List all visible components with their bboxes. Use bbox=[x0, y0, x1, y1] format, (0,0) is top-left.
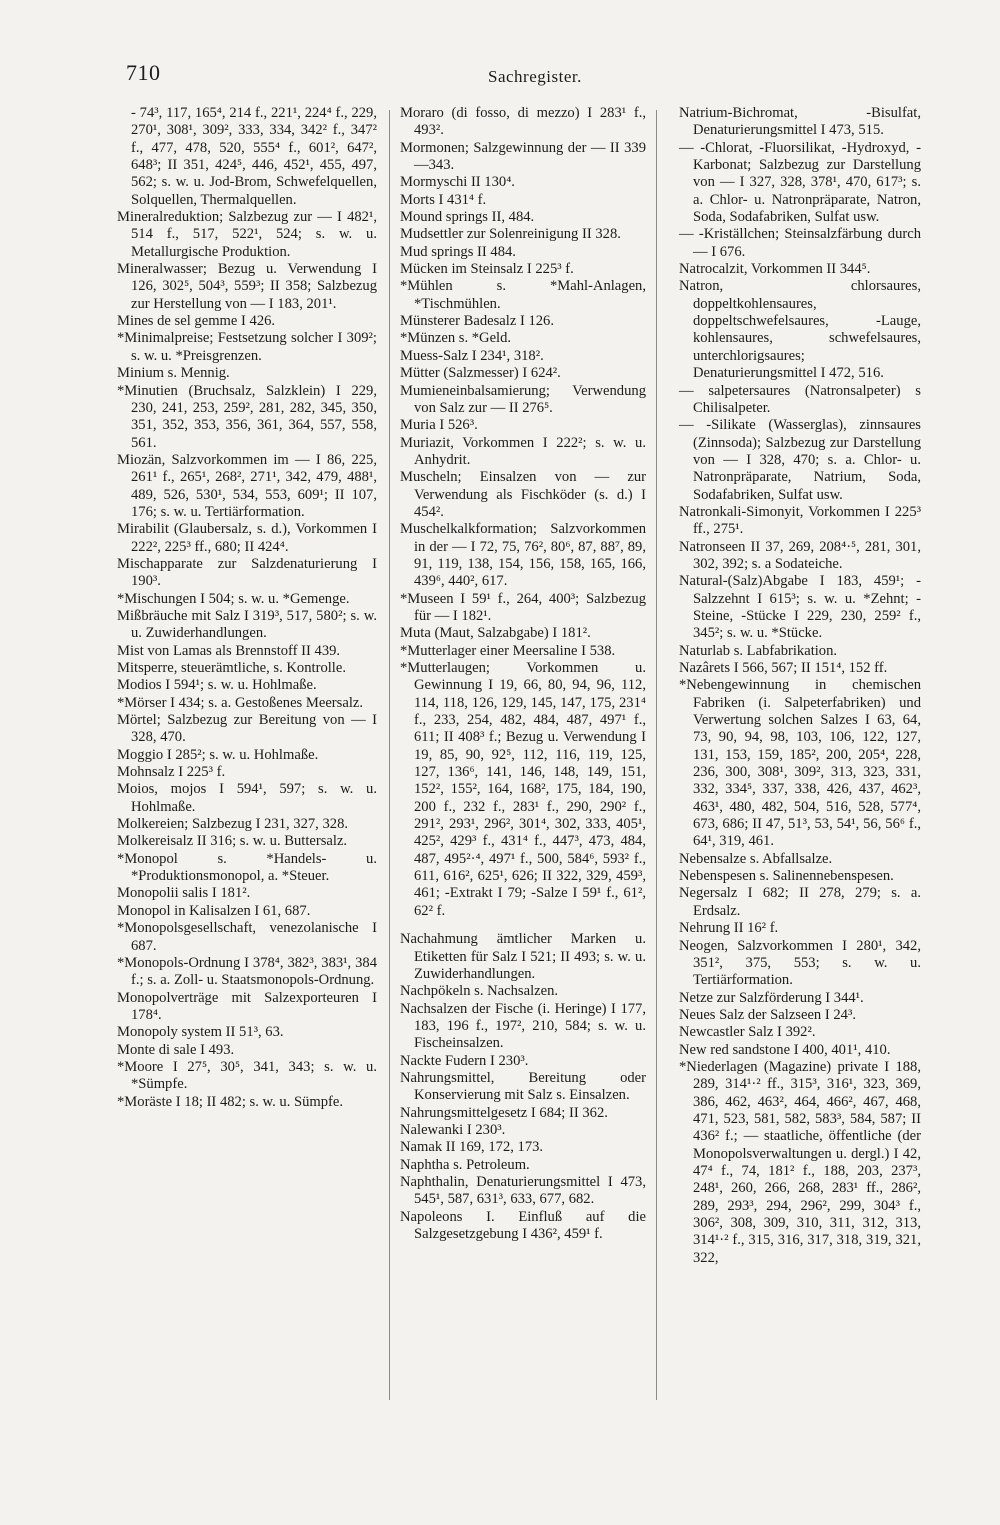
index-entry: Miozän, Salzvorkommen im — I 86, 225, 261¹ f., 265¹, 268², 271¹, 342, 479, 488¹, 489, 526, 530¹, 534, 553, 609¹; II 107, 176; s. w. u. Tertiärformation. bbox=[117, 451, 377, 520]
index-entry: Mischapparate zur Salzdenaturierung I 190³. bbox=[117, 555, 377, 590]
index-entry: Naphthalin, Denaturierungsmittel I 473, 545¹, 587, 631³, 633, 677, 682. bbox=[400, 1173, 646, 1208]
index-entry: — -Silikate (Wasserglas), zinnsaures (Zinnsoda); Salzbezug zur Darstellung von — I 328, 470; s. a. Chlor- u. Natronpräparate, Natrium, Soda, Sodafabriken, Sulfat usw. bbox=[679, 417, 921, 503]
index-entry: — -Chlorat, -Fluorsilikat, -Hydroxyd, -Karbonat; Salzbezug zur Darstellung von — I 327, 328, 378¹, 470, 617³; s. a. Chlor- u. Natronpräparate, Natron, Soda, Sodafabriken, Sulfat usw. bbox=[679, 139, 921, 226]
index-entry: Neues Salz der Salzseen I 24³. bbox=[679, 1006, 857, 1023]
index-entry: *Niederlagen (Magazine) private I 188, 289, 314¹·² ff., 315³, 316¹, 323, 369, 386, 462, 463², 464, 466², 467, 468, 471, 523, 581, 582, 583³, 584, 587; II 436² f.; — staatliche, öffentliche (der Monopolsverwaltungen u. dergl.) I 42, 47⁴ f., 74, 181² f., 188, 203, 237³, 248¹, 260, 266, 268, 283¹ ff., 286², 289, 293³, 294, 296², 299, 304³ f., 306², 308, 309, 310, 311, 312, 313, 314¹·² f., 315, 316, 317, 318, 319, 321, 322, bbox=[679, 1058, 921, 1266]
index-entry: Nachahmung ämtlicher Marken u. Etiketten für Salz I 521; II 493; s. w. u. Zuwiderhandlungen. bbox=[400, 931, 646, 982]
index-entry: Napoleons I. Einfluß auf die Salzgesetzgebung I 436², 459¹ f. bbox=[400, 1208, 646, 1242]
index-entry: Nahrungsmittel, Bereitung oder Konservierung mit Salz s. Einsalzen. bbox=[400, 1069, 646, 1104]
index-entry: Mineralwasser; Bezug u. Verwendung I 126, 302⁵, 504³, 559³; II 358; Salzbezug zur Herstellung von — I 183, 201¹. bbox=[117, 261, 377, 312]
index-entry: Nebenspesen s. Salinennebenspesen. bbox=[679, 868, 894, 885]
index-entry: Natural-(Salz)Abgabe I 183, 459¹; -Salzzehnt I 615³; s. w. u. *Zehnt; -Steine, -Stücke I 229, 230, 259² f., 345²; s. w. u. *Stücke. bbox=[679, 573, 921, 642]
index-entry: Nehrung II 16² f. bbox=[679, 920, 779, 937]
index-entry: - 74³, 117, 165⁴, 214 f., 221¹, 224⁴ f., 229, 270¹, 308¹, 309², 333, 334, 342² f., 347² f., 477, 478, 520, 555⁴ f., 601², 647², 648³; II 351, 424⁵, 446, 452¹, 455, 497, 562; s. w. u. Jod-Brom, Schwefelquellen, Solquellen, Thermalquellen. bbox=[131, 105, 377, 208]
index-entry: Mörtel; Salzbezug zur Bereitung von — I 328, 470. bbox=[117, 712, 377, 746]
column-divider bbox=[656, 110, 657, 1400]
index-entry: Muria I 526³. bbox=[400, 417, 478, 434]
index-entry: Nebensalze s. Abfallsalze. bbox=[679, 850, 833, 867]
index-entry: Monopolverträge mit Salzexporteuren I 178⁴. bbox=[117, 989, 377, 1023]
index-entry: *Mutterlager einer Meersaline I 538. bbox=[400, 642, 616, 659]
index-entry: Netze zur Salzförderung I 344¹. bbox=[679, 989, 864, 1006]
index-entry: Minium s. Mennig. bbox=[117, 365, 230, 382]
index-entry: Mines de sel gemme I 426. bbox=[117, 313, 276, 330]
index-column-1 bbox=[117, 105, 377, 1111]
index-entry: *Mischungen I 504; s. w. u. *Gemenge. bbox=[117, 590, 350, 607]
index-entry: Naphtha s. Petroleum. bbox=[400, 1156, 530, 1173]
index-entry: *Monopolsgesellschaft, venezolanische I 687. bbox=[117, 920, 377, 954]
index-entry: *Mühlen s. *Mahl-Anlagen, *Tischmühlen. bbox=[400, 278, 646, 312]
index-entry: Namak II 169, 172, 173. bbox=[400, 1139, 544, 1156]
index-entry: Mound springs II, 484. bbox=[400, 209, 535, 226]
index-entry: Moios, mojos I 594¹, 597; s. w. u. Hohlmaße. bbox=[117, 781, 377, 815]
index-column-2 bbox=[400, 105, 646, 1243]
index-entry: Molkereien; Salzbezug I 231, 327, 328. bbox=[117, 816, 349, 833]
index-entry: Morts I 431⁴ f. bbox=[400, 191, 487, 208]
index-entry: Mohnsalz I 225³ f. bbox=[117, 764, 226, 781]
index-entry: *Nebengewinnung in chemischen Fabriken (i. Salpeterfabriken) und Verwertung solchen Salzes I 63, 64, 73, 90, 94, 98, 103, 106, 122, 127, 131, 153, 159, 185², 200, 205⁴, 228, 236, 300, 308¹, 309², 313, 323, 331, 332, 334⁵, 337, 338, 426, 437, 462³, 463¹, 480, 482, 504, 516, 528, 577⁴, 673, 686; II 47, 51³, 53, 54¹, 56, 56⁶ f., 64¹, 319, 461. bbox=[679, 677, 921, 850]
index-entry: — salpetersaures (Natronsalpeter) s Chilisalpeter. bbox=[679, 382, 921, 416]
index-entry: New red sandstone I 400, 401¹, 410. bbox=[679, 1041, 891, 1058]
index-entry: Moraro (di fosso, di mezzo) I 283¹ f., 493². bbox=[400, 105, 646, 139]
index-entry: Mißbräuche mit Salz I 319³, 517, 580²; s. w. u. Zuwiderhandlungen. bbox=[117, 607, 377, 642]
index-entry: Naturlab s. Labfabrikation. bbox=[679, 642, 838, 659]
index-entry: Mormyschi II 130⁴. bbox=[400, 174, 515, 191]
index-entry: Monopoly system II 51³, 63. bbox=[117, 1024, 284, 1041]
index-entry: Natron, chlorsaures, doppeltkohlensaures, doppeltschwefelsaures, -Lauge, kohlensaures, schwefelsaures, unterchlorigsaures; Denaturierungsmittel I 472, 516. bbox=[679, 278, 921, 382]
index-entry: Neogen, Salzvorkommen I 280¹, 342, 351², 375, 553; s. w. u. Tertiärformation. bbox=[679, 937, 921, 989]
index-entry: Muschelkalkformation; Salzvorkommen in der — I 72, 75, 76², 80⁶, 87, 88⁷, 89, 91, 119, 138, 154, 156, 158, 165, 166, 439⁶, 440², 617. bbox=[400, 521, 646, 590]
index-entry: Nazârets I 566, 567; II 151⁴, 152 ff. bbox=[679, 660, 888, 676]
index-entry: Natronkali-Simonyit, Vorkommen I 225³ ff., 275¹. bbox=[679, 503, 921, 538]
index-entry: Muta (Maut, Salzabgabe) I 181². bbox=[400, 625, 591, 642]
index-entry: *Mutterlaugen; Vorkommen u. Gewinnung I 19, 66, 80, 94, 96, 112, 114, 118, 126, 129, 145, 147, 175, 231⁴ f., 233, 254, 482, 484, 487, 497¹ f., 611; II 408³ f.; Bezug u. Verwendung I 19, 85, 90, 92⁵, 112, 116, 119, 125, 127, 136⁶, 141, 146, 148, 149, 151, 152², 155², 164, 168², 175, 184, 190, 200 f., 232 f., 283¹ f., 290, 290² f., 291², 293¹, 296², 301⁴, 302, 333, 405¹, 425², 429³ f., 431⁴ f., 447³, 473, 484, 487, 495²·⁴, 497¹ f., 500, 584⁶, 593² f., 611, 616², 625¹, 626; II 322, 329, 459³, 461; -Extrakt I 79; -Salze I 59¹ f., 61², 62² f. bbox=[400, 660, 646, 919]
index-entry: Muriazit, Vorkommen I 222²; s. w. u. Anhydrit. bbox=[400, 434, 646, 468]
index-entry: Moggio I 285²; s. w. u. Hohlmaße. bbox=[117, 746, 319, 763]
index-entry: Mineralreduktion; Salzbezug zur — I 482¹, 514 f., 517, 522¹, 524; s. w. u. Metallurgische Produktion. bbox=[117, 209, 377, 260]
index-entry: Negersalz I 682; II 278, 279; s. a. Erdsalz. bbox=[679, 885, 921, 919]
index-entry: Mormonen; Salzgewinnung der — II 339—343. bbox=[400, 139, 646, 174]
index-entry: *Minimalpreise; Festsetzung solcher I 309²; s. w. u. *Preisgrenzen. bbox=[117, 330, 377, 364]
running-head: Sachregister. bbox=[488, 67, 582, 86]
index-entry: Nachpökeln s. Nachsalzen. bbox=[400, 983, 559, 1000]
index-entry: Nackte Fudern I 230³. bbox=[400, 1052, 529, 1069]
index-entry: Nalewanki I 230³. bbox=[400, 1121, 506, 1138]
index-entry: Natronseen II 37, 269, 208⁴·⁵, 281, 301, 302, 392; s. a Sodateiche. bbox=[679, 538, 921, 572]
index-entry: Mud springs II 484. bbox=[400, 243, 516, 260]
index-entry: Modios I 594¹; s. w. u. Hohlmaße. bbox=[117, 677, 317, 694]
index-column-3 bbox=[679, 105, 921, 1267]
index-entry: Nahrungsmittelgesetz I 684; II 362. bbox=[400, 1104, 608, 1121]
index-entry: — -Kriställchen; Steinsalzfärbung durch — I 676. bbox=[679, 226, 921, 260]
index-entry: *Moore I 27⁵, 30⁵, 341, 343; s. w. u. *Sümpfe. bbox=[117, 1058, 377, 1093]
index-entry: Mumieneinbalsamierung; Verwendung von Salz zur — II 276⁵. bbox=[400, 382, 646, 416]
index-entry: Nachsalzen der Fische (i. Heringe) I 177, 183, 196 f., 197², 210, 584; s. w. u. Fischeinsalzen. bbox=[400, 1000, 646, 1052]
index-entry: Natrium-Bichromat, -Bisulfat, Denaturierungsmittel I 473, 515. bbox=[679, 105, 921, 139]
index-entry: *Mörser I 434; s. a. Gestoßenes Meersalz. bbox=[117, 694, 363, 711]
index-entry: Muscheln; Einsalzen von — zur Verwendung als Fischköder (s. d.) I 454². bbox=[400, 469, 646, 520]
index-entry: *Minutien (Bruchsalz, Salzklein) I 229, 230, 241, 253, 259², 281, 282, 345, 350, 351, 352, 353, 356, 361, 364, 557, 558, 561. bbox=[117, 382, 377, 451]
index-entry: Mücken im Steinsalz I 225³ f. bbox=[400, 261, 574, 278]
index-entry: Mudsettler zur Solenreinigung II 328. bbox=[400, 226, 621, 243]
index-entry: Mirabilit (Glaubersalz, s. d.), Vorkommen I 222², 225³ ff., 680; II 424⁴. bbox=[117, 521, 377, 555]
index-entry: Mütter (Salzmesser) I 624². bbox=[400, 365, 561, 382]
index-entry: Monopol in Kalisalzen I 61, 687. bbox=[117, 902, 311, 919]
index-entry: Monte di sale I 493. bbox=[117, 1041, 235, 1058]
index-entry: Natrocalzit, Vorkommen II 344⁵. bbox=[679, 261, 871, 278]
index-entry: Mist von Lamas als Brennstoff II 439. bbox=[117, 642, 341, 659]
index-entry: Muess-Salz I 234¹, 318². bbox=[400, 347, 544, 364]
index-entry: *Monopol s. *Handels- u. *Produktionsmonopol, a. *Steuer. bbox=[117, 850, 377, 885]
page-number: 710 bbox=[126, 60, 161, 85]
column-divider bbox=[389, 110, 390, 1400]
index-entry: *Monopols-Ordnung I 378⁴, 382³, 383¹, 384 f.; s. a. Zoll- u. Staatsmonopols-Ordnung. bbox=[117, 954, 377, 989]
index-entry: Mitsperre, steuerämtliche, s. Kontrolle. bbox=[117, 660, 346, 676]
index-entry: Molkereisalz II 316; s. w. u. Buttersalz. bbox=[117, 833, 348, 850]
index-entry: Münsterer Badesalz I 126. bbox=[400, 313, 554, 330]
index-entry: Newcastler Salz I 392². bbox=[679, 1024, 816, 1041]
index-entry: *Münzen s. *Geld. bbox=[400, 330, 512, 347]
index-entry: *Museen I 59¹ f., 264, 400³; Salzbezug für — I 182¹. bbox=[400, 590, 646, 624]
index-entry: *Moräste I 18; II 482; s. w. u. Sümpfe. bbox=[117, 1093, 344, 1110]
index-entry: Monopolii salis I 181². bbox=[117, 885, 251, 902]
